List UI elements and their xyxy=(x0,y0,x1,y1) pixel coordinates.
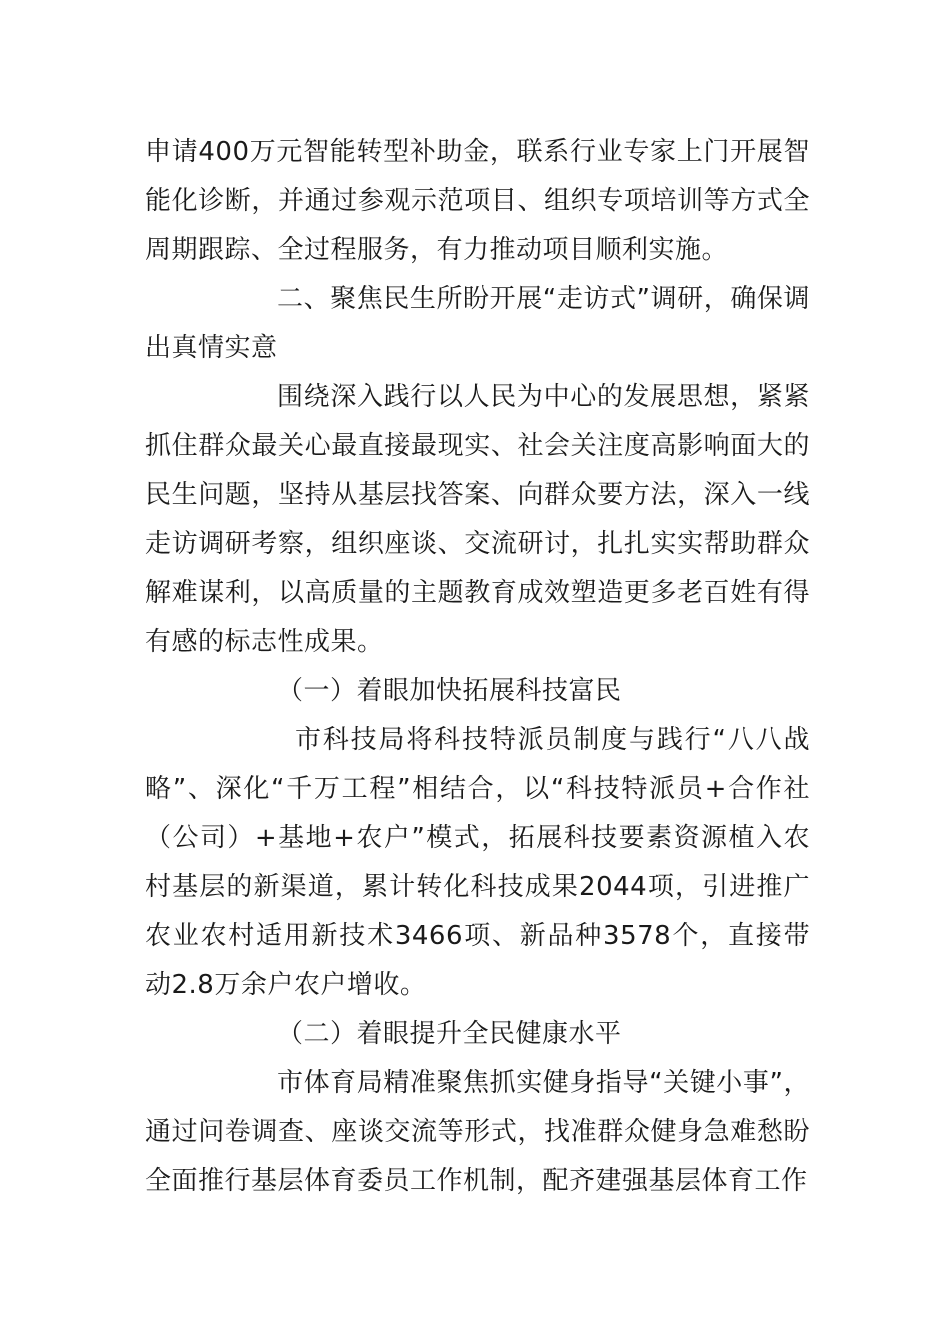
document-body xyxy=(145,128,810,1206)
section-heading-2: 二、聚焦民生所盼开展“走访式”调研，确保调出真情实意 xyxy=(145,284,810,363)
subsection-heading-1: （一）着眼加快拓展科技富民 xyxy=(277,676,622,706)
subsection-heading-2: （二）着眼提升全民健康水平 xyxy=(277,1019,622,1049)
body-paragraph-3: 市科技局将科技特派员制度与践行“八八战略”、深化“千万工程”相结合，以“科技特派员+合作社（公司）+基地+农户”模式，拓展科技要素资源植入农村基层的新渠道，累计转化科技成果2044项，引进推广农业农村适用新技术3466项、新品种3578个，直接带动2.8万余户农户增收。 xyxy=(145,725,810,1000)
body-paragraph-4: 市体育局精准聚焦抓实健身指导“关键小事”，通过问卷调查、座谈交流等形式，找准群众健身急难愁盼全面推行基层体育委员工作机制，配齐建强基层体育工作 xyxy=(145,1068,810,1196)
body-paragraph-1: 申请400万元智能转型补助金，联系行业专家上门开展智能化诊断，并通过参观示范项目、组织专项培训等方式全周期跟踪、全过程服务，有力推动项目顺利实施。 xyxy=(145,137,810,265)
body-paragraph-2: 围绕深入践行以人民为中心的发展思想，紧紧抓住群众最关心最直接最现实、社会关注度高影响面大的民生问题，坚持从基层找答案、向群众要方法，深入一线走访调研考察，组织座谈、交流研讨，扎扎实实帮助群众解难谋利，以高质量的主题教育成效塑造更多老百姓有得有感的标志性成果。 xyxy=(145,382,810,657)
